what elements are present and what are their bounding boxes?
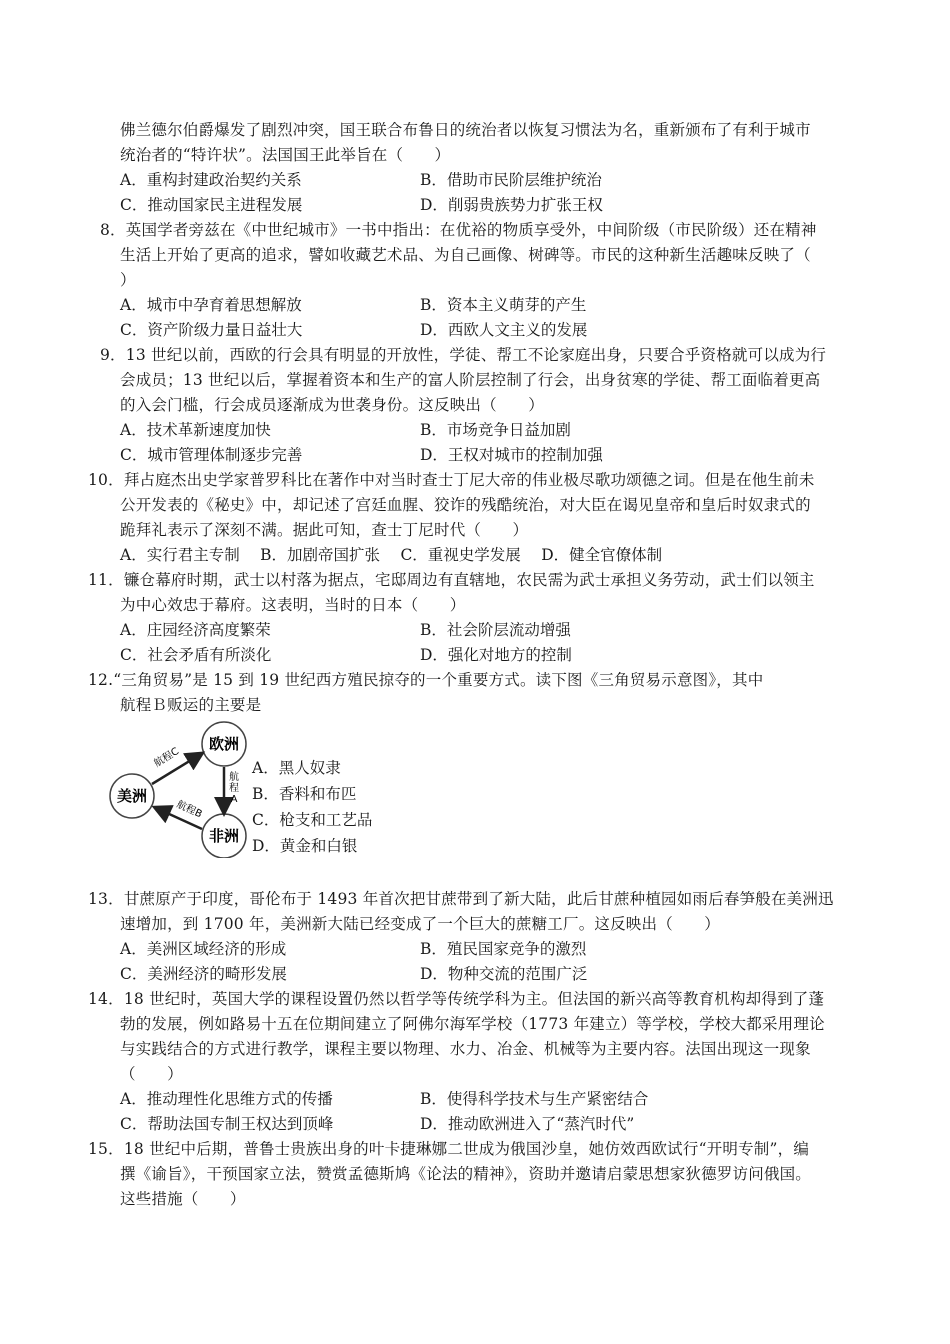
q14-text-line: 勃的发展，例如路易十五在位期间建立了阿佛尔海军学校（1773 年建立）等学校，学校大都采用理论	[120, 1015, 825, 1033]
q11-option-b: B．社会阶层流动增强	[420, 621, 571, 639]
route-a-label-char: A	[230, 794, 238, 805]
q12-option-d: D．黄金和白银	[252, 837, 358, 855]
q9-option-c: C．城市管理体制逐步完善	[120, 446, 303, 464]
route-a-label-char: 航	[229, 772, 239, 783]
q14-option-b: B．使得科学技术与生产紧密结合	[420, 1090, 649, 1108]
europe-label: 欧洲	[208, 735, 240, 753]
america-label: 美洲	[116, 787, 148, 805]
africa-label: 非洲	[208, 827, 240, 845]
q12-text-line: 航程Ｂ贩运的主要是	[120, 696, 262, 714]
q14-option-a: A．推动理性化思维方式的传播	[120, 1090, 333, 1108]
q11-option-a: A．庄园经济高度繁荣	[120, 621, 271, 639]
q15-text-line: 这些措施（ ）	[120, 1190, 246, 1208]
q13-option-b: B．殖民国家竞争的激烈	[420, 940, 587, 958]
q8-option-d: D．西欧人文主义的发展	[420, 321, 588, 339]
q7-option-a: A．重构封建政治契约关系	[120, 171, 302, 189]
q12-text-line: 12.“三角贸易”是 15 到 19 世纪西方殖民掠夺的一个重要方式。读下图《三角贸易示意图》，其中	[88, 671, 764, 689]
q7-text-line: 统治者的“特许状”。法国国王此举旨在（ ）	[120, 146, 451, 164]
q8-option-a: A．城市中孕育着思想解放	[120, 296, 302, 314]
q13-option-d: D．物种交流的范围广泛	[420, 965, 588, 983]
q8-text-line: 生活上开始了更高的追求，譬如收藏艺术品、为自己画像、树碑等。市民的这种新生活趣味反映了（	[120, 246, 811, 264]
triangle-trade-diagram	[106, 718, 266, 858]
q7-text-line: 佛兰德尔伯爵爆发了剧烈冲突，国王联合布鲁日的统治者以恢复习惯法为名，重新颁布了有利于城市	[120, 121, 811, 139]
q7-option-b: B．借助市民阶层维护统治	[420, 171, 602, 189]
q10-text-line: 公开发表的《秘史》中，却记述了宫廷血腥、狡诈的残酷统治，对大臣在谒见皇帝和皇后时奴隶式的	[120, 496, 811, 514]
q14-option-c: C．帮助法国专制王权达到顶峰	[120, 1115, 334, 1133]
q12-option-a: A．黑人奴隶	[252, 759, 341, 777]
q8-option-b: B．资本主义萌芽的产生	[420, 296, 587, 314]
q9-text-line: 的入会门槛，行会成员逐渐成为世袭身份。这反映出（ ）	[120, 396, 544, 414]
q8-text-line: ）	[120, 271, 136, 289]
q15-text-line: 撰《谕旨》，干预国家立法，赞赏孟德斯鸠《论法的精神》，资助并邀请启蒙思想家狄德罗访问俄国。	[120, 1165, 812, 1183]
q11-text-line: 为中心效忠于幕府。这表明，当时的日本（ ）	[120, 596, 466, 614]
q12-option-b: B．香料和布匹	[252, 785, 357, 803]
q11-option-d: D．强化对地方的控制	[420, 646, 572, 664]
q13-text-line: 速增加，到 1700 年，美洲新大陆已经变成了一个巨大的蔗糖工厂。这反映出（ ）	[120, 915, 721, 933]
q8-text-line: 8．英国学者旁兹在《中世纪城市》一书中指出：在优裕的物质享受外，中间阶级（市民阶级）还在精神	[100, 221, 817, 239]
q14-option-d: D．推动欧洲进入了“蒸汽时代”	[420, 1115, 635, 1133]
q14-text-line: 与实践结合的方式进行教学，课程主要以物理、水力、冶金、机械等为主要内容。法国出现这一现象	[120, 1040, 811, 1058]
q11-option-c: C．社会矛盾有所淡化	[120, 646, 272, 664]
q12-option-c: C．枪支和工艺品	[252, 811, 373, 829]
q13-option-c: C．美洲经济的畸形发展	[120, 965, 287, 983]
q10-text-line: 10．拜占庭杰出史学家普罗科比在著作中对当时查士丁尼大帝的伟业极尽歌功颂德之词。但是在他生前未	[88, 471, 815, 489]
q8-option-c: C．资产阶级力量日益壮大	[120, 321, 303, 339]
route-b-label: 航程B	[174, 799, 204, 821]
q9-option-d: D．王权对城市的控制加强	[420, 446, 603, 464]
q13-option-a: A．美洲区域经济的形成	[120, 940, 287, 958]
q13-text-line: 13．甘蔗原产于印度，哥伦布于 1493 年首次把甘蔗带到了新大陆，此后甘蔗种植园如雨后春笋般在美洲迅	[88, 890, 834, 908]
q9-option-b: B．市场竞争日益加剧	[420, 421, 571, 439]
q9-option-a: A．技术革新速度加快	[120, 421, 271, 439]
route-c-label: 航程C	[152, 746, 182, 770]
q14-text-line: （ ）	[120, 1065, 183, 1083]
q7-option-c: C．推动国家民主进程发展	[120, 196, 303, 214]
q7-option-d: D．削弱贵族势力扩张王权	[420, 196, 603, 214]
q10-options: A．实行君主专制 B．加剧帝国扩张 C．重视史学发展 D．健全官僚体制	[120, 546, 663, 564]
q9-text-line: 9．13 世纪以前，西欧的行会具有明显的开放性，学徒、帮工不论家庭出身，只要合乎资格就可以成为行	[100, 346, 827, 364]
q11-text-line: 11．镰仓幕府时期，武士以村落为据点，宅邸周边有直辖地，农民需为武士承担义务劳动，武士们以领主	[88, 571, 815, 589]
q10-text-line: 跪拜礼表示了深刻不满。据此可知，查士丁尼时代（ ）	[120, 521, 529, 539]
q15-text-line: 15．18 世纪中后期，普鲁士贵族出身的叶卡捷琳娜二世成为俄国沙皇，她仿效西欧试行“开明专制”，编	[88, 1140, 810, 1158]
q14-text-line: 14．18 世纪时，英国大学的课程设置仍然以哲学等传统学科为主。但法国的新兴高等教育机构却得到了蓬	[88, 990, 825, 1008]
route-a-label-char: 程	[229, 783, 239, 794]
q9-text-line: 会成员；13 世纪以后，掌握着资本和生产的富人阶层控制了行会，出身贫寒的学徒、帮工面临着更高	[120, 371, 821, 389]
